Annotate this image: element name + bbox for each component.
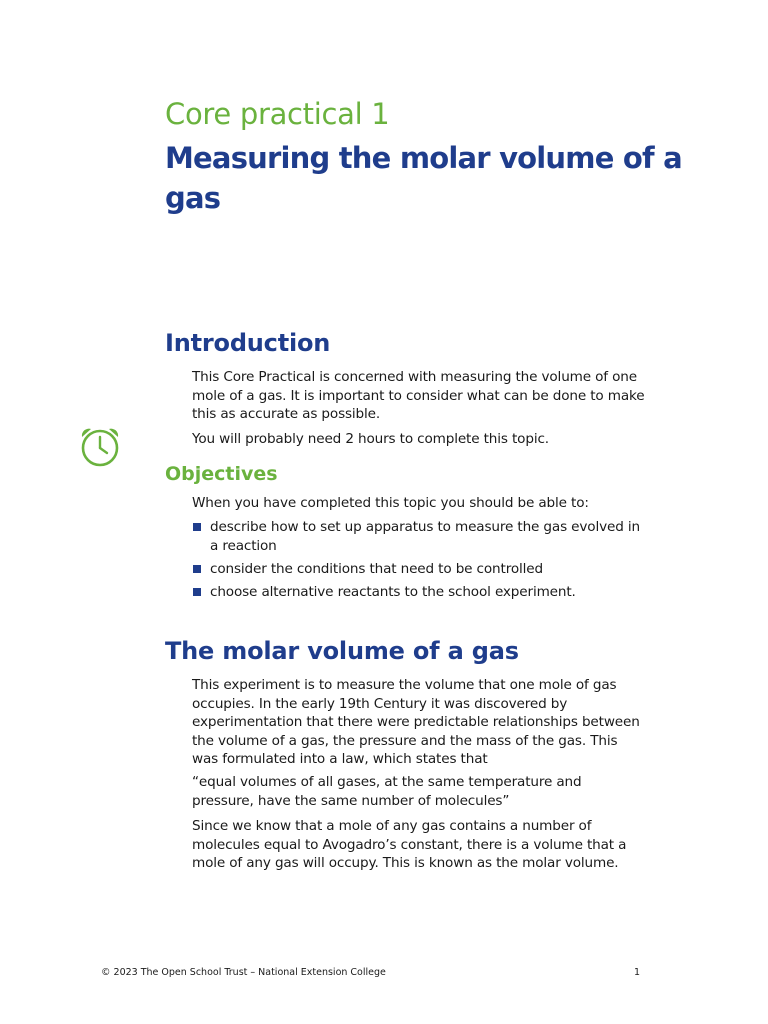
molar-volume-paragraph-3: Since we know that a mole of any gas contains a number of molecules equal to Avogadro’s constant, there is a volume that a mole of any gas will occupy. This is known as the molar volume. [192, 818, 627, 871]
list-item: describe how to set up apparatus to measure the gas evolved in a reaction [192, 518, 647, 555]
list-item: consider the conditions that need to be controlled [192, 560, 647, 579]
objectives-heading: Objectives [165, 463, 278, 485]
bullet-square-icon [193, 565, 201, 573]
kicker-title: Core practical 1 [165, 97, 390, 131]
alarm-clock-icon [76, 424, 124, 468]
page-title: Measuring the molar volume of a gas [165, 141, 682, 215]
list-item: choose alternative reactants to the school experiment. [192, 583, 647, 602]
bullet-square-icon [193, 588, 201, 596]
introduction-paragraph-1: This Core Practical is concerned with measuring the volume of one mole of a gas. It is important to consider what can be done to make this as accurate as possible. [192, 369, 645, 422]
objectives-list [192, 518, 647, 606]
bullet-square-icon [193, 523, 201, 531]
introduction-heading: Introduction [165, 329, 331, 357]
molar-volume-quote: “equal volumes of all gases, at the same temperature and pressure, have the same number of molecules” [192, 774, 582, 809]
page-number: 1 [634, 967, 641, 978]
molar-volume-paragraph-1: This experiment is to measure the volume that one mole of gas occupies. In the early 19th Century it was discovered by experimentation that there were predictable relationships between the volume of a gas, the pressure and the mass of the gas. This was formulated into a law, which states that [192, 677, 640, 767]
introduction-paragraph-2: You will probably need 2 hours to complete this topic. [192, 431, 549, 447]
footer-copyright: © 2023 The Open School Trust – National Extension College [101, 967, 386, 978]
objectives-intro: When you have completed this topic you should be able to: [192, 495, 589, 511]
molar-volume-heading: The molar volume of a gas [165, 637, 519, 665]
